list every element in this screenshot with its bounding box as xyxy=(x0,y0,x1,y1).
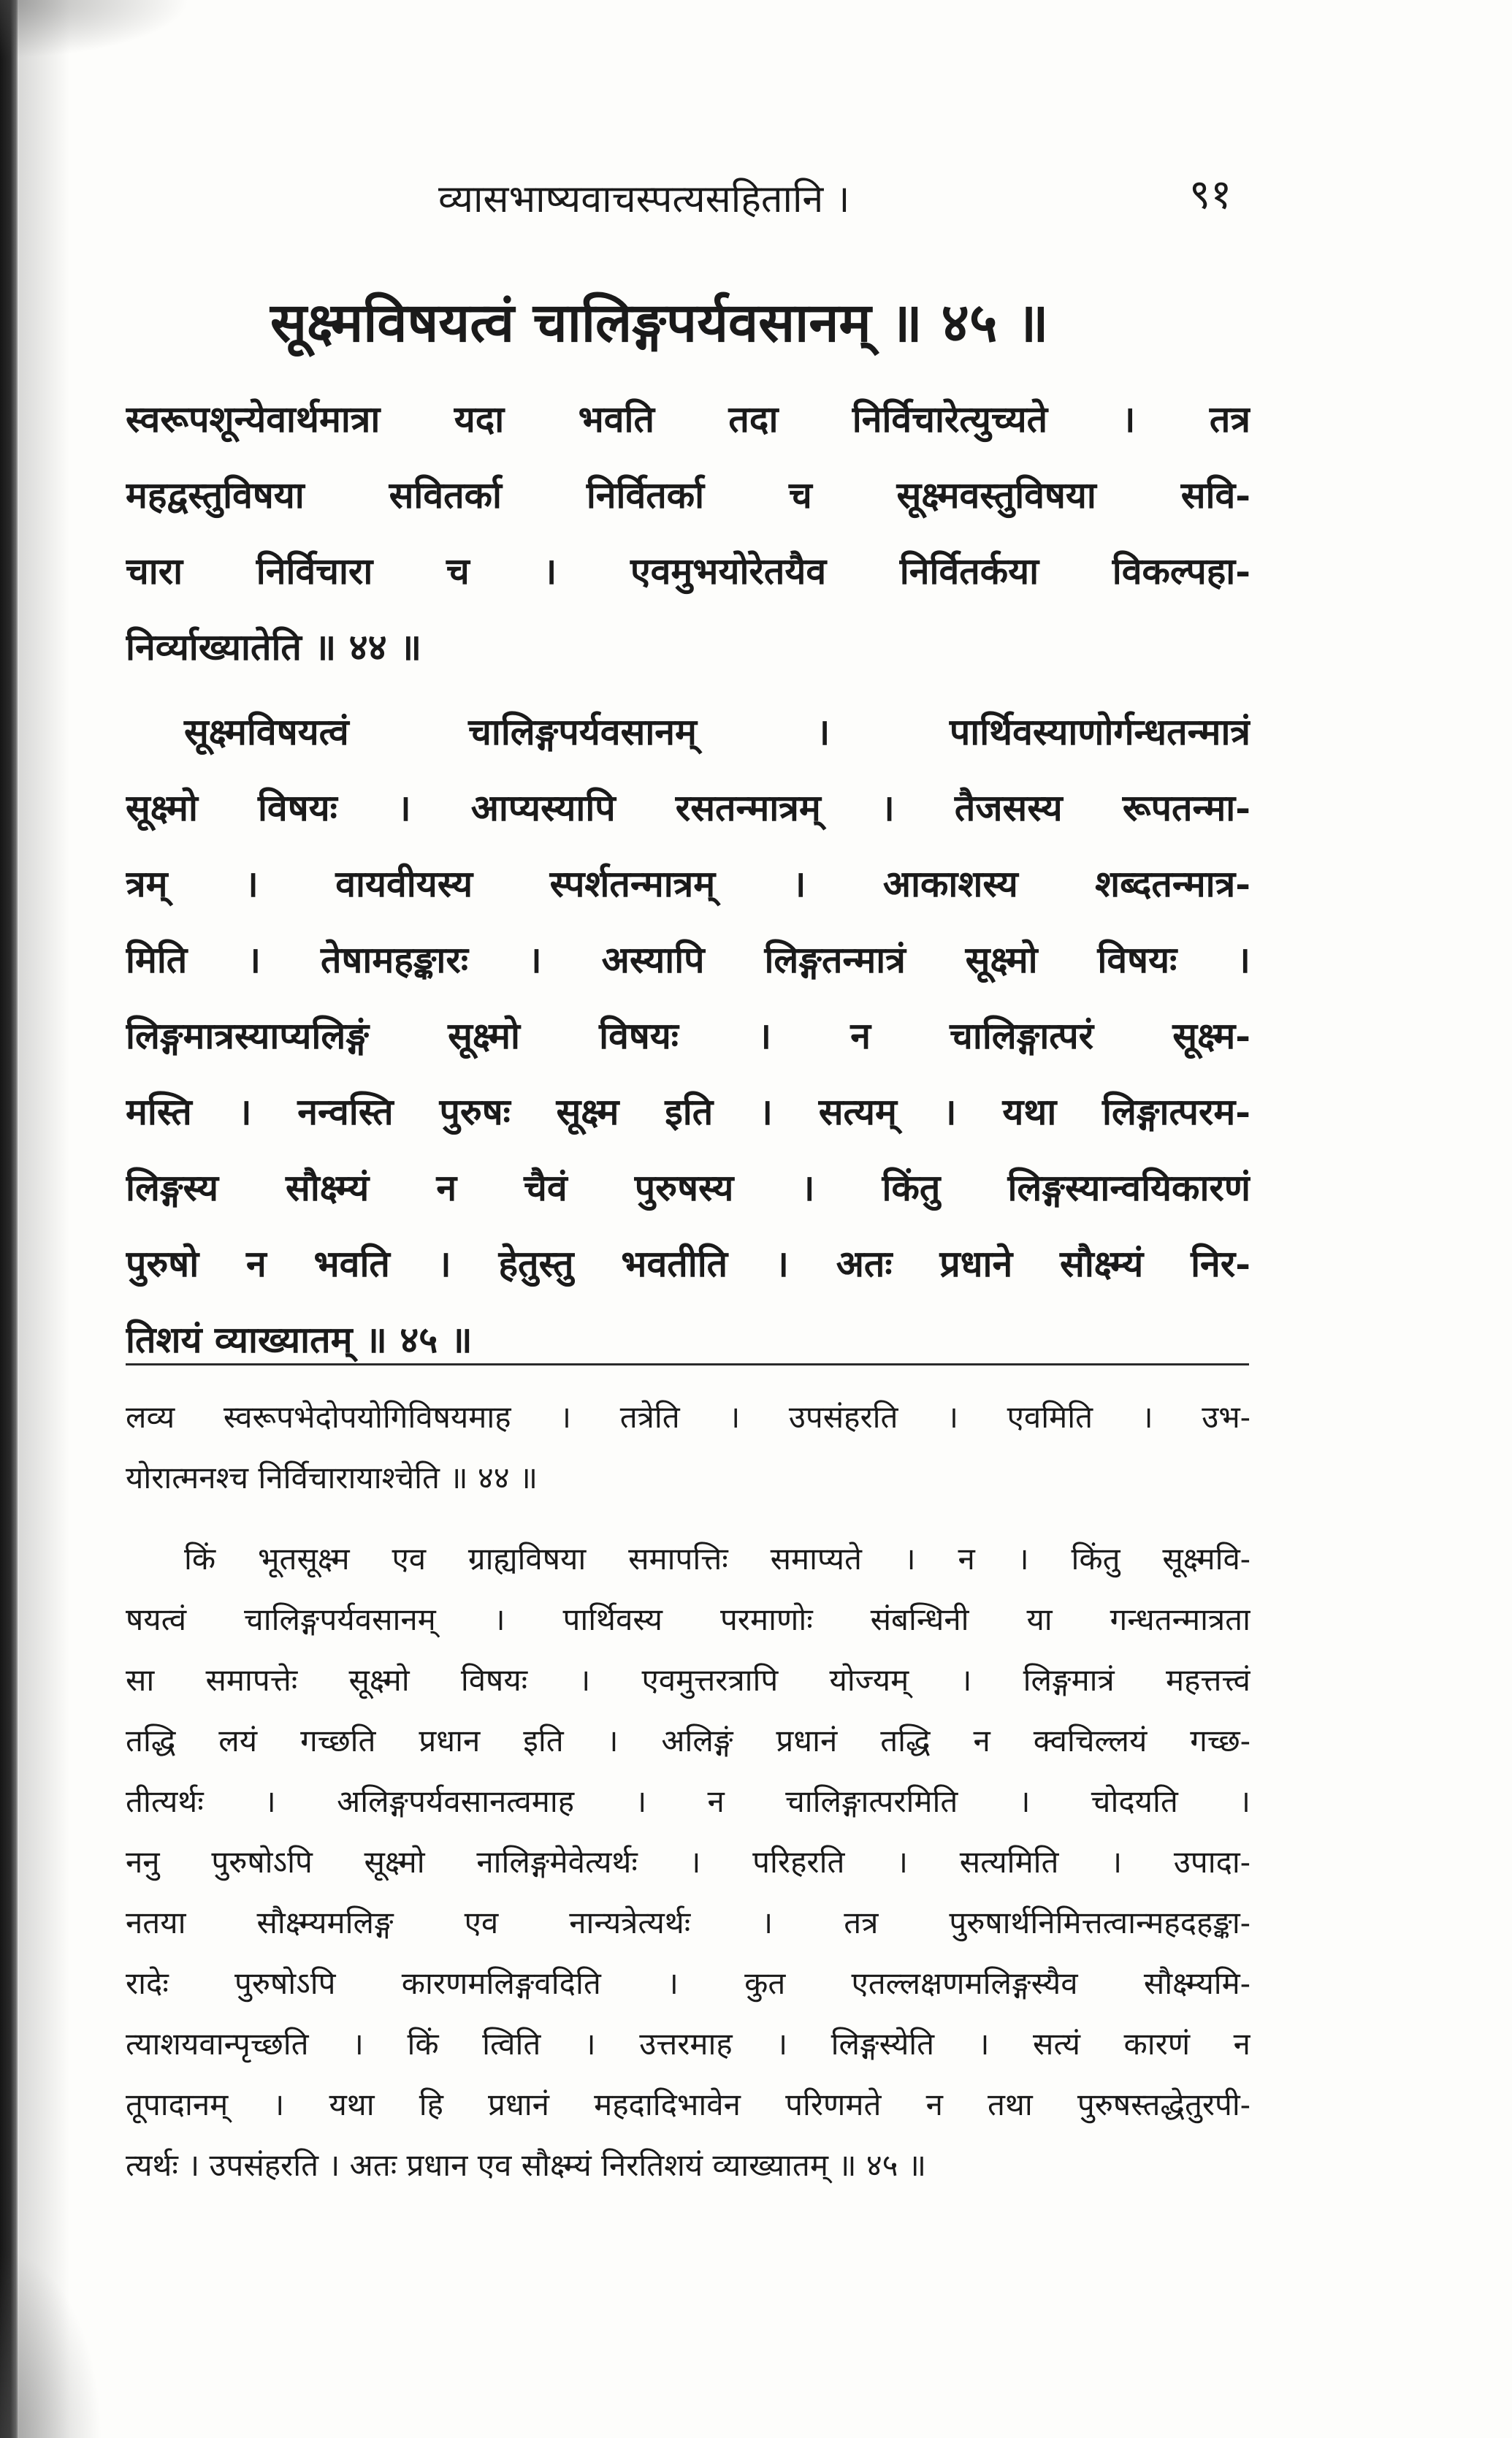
sutra-heading: सूक्ष्मविषयत्वं चालिङ्गपर्यवसानम् ॥ ४५ ॥ xyxy=(270,292,1049,354)
binding-shadow xyxy=(19,0,70,2438)
text-line: मस्ति । नन्वस्ति पुरुषः सूक्ष्म इति । सत्यम् । यथा लिङ्गात्परम- xyxy=(126,1090,1251,1133)
text-line: नतया सौक्ष्म्यमलिङ्ग एव नान्यत्रेत्यर्थः । तत्र पुरुषार्थनिमित्तत्वान्महदहङ्का- xyxy=(126,1905,1251,1940)
text-line: चारा निर्विचारा च । एवमुभयोरेतयैव निर्वितर्कया विकल्पहा- xyxy=(126,549,1251,593)
scan-shadow-bottom xyxy=(0,2248,102,2438)
text-line: ननु पुरुषोऽपि सूक्ष्मो नालिङ्गमेवेत्यर्थः । परिहरति । सत्यमिति । उपादा- xyxy=(126,1844,1251,1880)
text-line: तूपादानम् । यथा हि प्रधानं महदादिभावेन परिणमते न तथा पुरुषस्तद्धेतुरपी- xyxy=(126,2087,1251,2122)
bhashya-44-end xyxy=(126,381,1251,685)
text-line: लिङ्गस्य सौक्ष्म्यं न चैवं पुरुषस्य । किंतु लिङ्गस्यान्वयिकारणं xyxy=(126,1166,1251,1209)
text-line: त्रम् । वायवीयस्य स्पर्शतन्मात्रम् । आकाशस्य शब्दतन्मात्र- xyxy=(126,862,1251,905)
tika-45 xyxy=(126,1528,1251,2195)
text-line: त्याशयवान्पृच्छति । किं त्विति । उत्तरमाह । लिङ्गस्येति । सत्यं कारणं न xyxy=(126,2026,1251,2062)
text-line: योरात्मनश्च निर्विचारायाश्चेति ॥ ४४ ॥ xyxy=(126,1460,538,1496)
text-line: निर्व्याख्यातेति ॥ ४४ ॥ xyxy=(126,625,422,668)
text-line: लिङ्गमात्रस्याप्यलिङ्गं सूक्ष्मो विषयः । न चालिङ्गात्परं सूक्ष्म- xyxy=(126,1014,1251,1057)
page-number: ९१ xyxy=(1189,171,1232,218)
text-line: किं भूतसूक्ष्म एव ग्राह्यविषया समापत्तिः समाप्यते । न । किंतु सूक्ष्मवि- xyxy=(184,1541,1251,1577)
scan-shadow-top xyxy=(0,0,190,58)
text-line: मिति । तेषामहङ्कारः । अस्यापि लिङ्गतन्मात्रं सूक्ष्मो विषयः । xyxy=(126,938,1251,981)
section-divider xyxy=(126,1363,1249,1365)
tika-44-end xyxy=(126,1387,1251,1508)
text-line: षयत्वं चालिङ्गपर्यवसानम् । पार्थिवस्य परमाणोः संबन्धिनी या गन्धतन्मात्रता xyxy=(126,1601,1251,1637)
text-line: पुरुषो न भवति । हेतुस्तु भवतीति । अतः प्रधाने सौक्ष्म्यं निर- xyxy=(126,1242,1251,1285)
text-line: महद्वस्तुविषया सवितर्का निर्वितर्का च सूक्ष्मवस्तुविषया सवि- xyxy=(126,473,1251,517)
text-line: सूक्ष्मो विषयः । आप्यस्यापि रसतन्मात्रम् । तैजसस्य रूपतन्मा- xyxy=(126,786,1251,829)
text-line: रादेः पुरुषोऽपि कारणमलिङ्गवदिति । कुत एतल्लक्षणमलिङ्गस्यैव सौक्ष्म्यमि- xyxy=(126,1965,1251,2001)
text-line: लव्य स्वरूपभेदोपयोगिविषयमाह । तत्रेति । उपसंहरति । एवमिति । उभ- xyxy=(126,1399,1251,1435)
bhashya-45 xyxy=(126,694,1251,1378)
text-line: स्वरूपशून्येवार्थमात्रा यदा भवति तदा निर्विचारेत्युच्यते । तत्र xyxy=(126,397,1251,441)
text-line: तीत्यर्थः । अलिङ्गपर्यवसानत्वमाह । न चालिङ्गात्परमिति । चोदयति । xyxy=(126,1783,1251,1819)
text-line: सा समापत्तेः सूक्ष्मो विषयः । एवमुत्तरत्रापि योज्यम् । लिङ्गमात्रं महत्तत्त्वं xyxy=(126,1662,1251,1698)
text-line: त्यर्थः । उपसंहरति । अतः प्रधान एव सौक्ष्म्यं निरतिशयं व्याख्यातम् ॥ ४५ ॥ xyxy=(126,2147,927,2183)
text-line: सूक्ष्मविषयत्वं चालिङ्गपर्यवसानम् । पार्थिवस्याणोर्गन्धतन्मात्रं xyxy=(184,710,1251,753)
text-line: तिशयं व्याख्यातम् ॥ ४५ ॥ xyxy=(126,1318,473,1361)
text-line: तद्धि लयं गच्छति प्रधान इति । अलिङ्गं प्रधानं तद्धि न क्वचिल्लयं गच्छ- xyxy=(126,1723,1251,1759)
running-title: व्यासभाष्यवाचस्पत्यसहितानि । xyxy=(438,178,850,221)
binding-edge xyxy=(0,0,19,2438)
